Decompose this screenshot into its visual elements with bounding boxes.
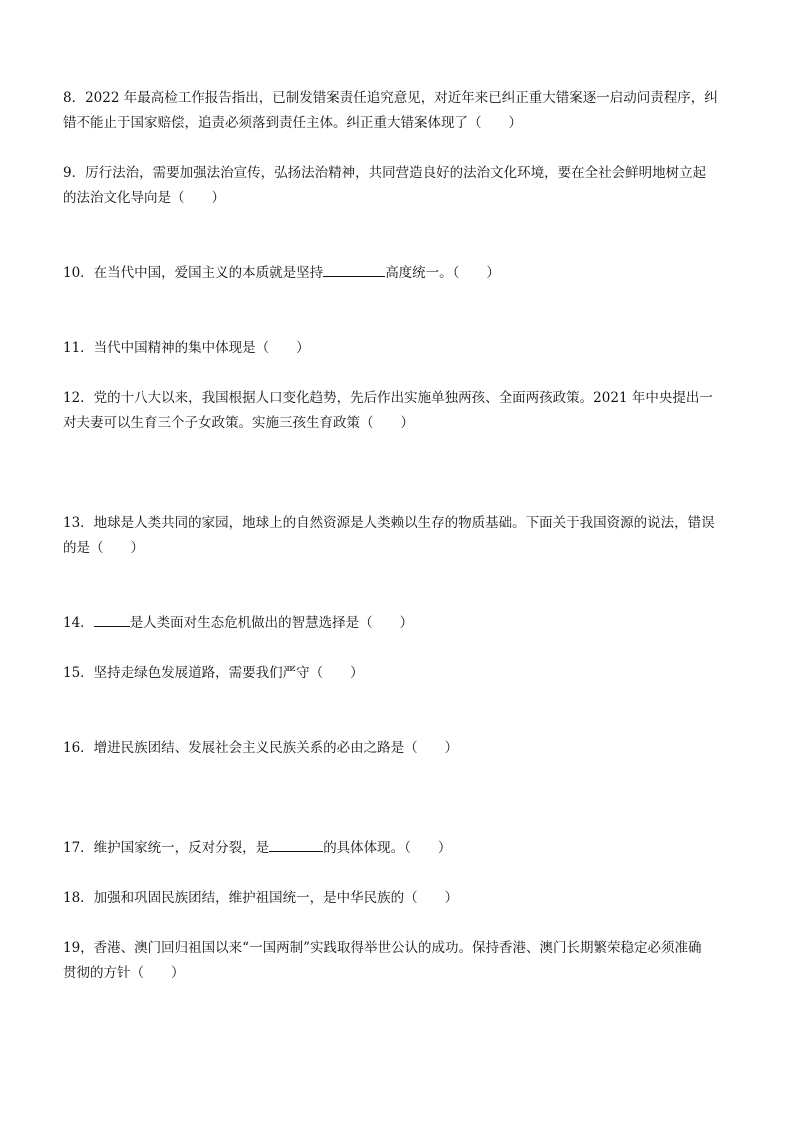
question-stem: 16．增进民族团结、发展社会主义民族关系的必由之路是（ ） bbox=[63, 740, 459, 756]
item-row bbox=[63, 786, 735, 811]
option-row bbox=[63, 561, 735, 586]
option-row bbox=[63, 136, 735, 161]
option-row bbox=[63, 211, 735, 236]
question-stem bbox=[63, 261, 735, 286]
item-row bbox=[63, 986, 735, 1011]
question-stem: 的是（ ） bbox=[63, 540, 144, 556]
question-stem: 对夫妻可以生育三个子女政策。实施三孩生育政策（ ） bbox=[63, 415, 414, 431]
stem-text: 的具体体现。（ ） bbox=[323, 840, 452, 856]
question-stem: 18．加强和巩固民族团结，维护祖国统一，是中华民族的（ ） bbox=[63, 890, 459, 906]
stem-text: 是人类面对生态危机做出的智慧选择是（ ） bbox=[129, 615, 414, 631]
option-row bbox=[63, 911, 735, 936]
option-row bbox=[63, 861, 735, 886]
question-stem: 13．地球是人类共同的家园，地球上的自然资源是人类赖以生存的物质基础。下面关于我国资源的说法，错误 bbox=[63, 515, 715, 531]
item-row bbox=[63, 686, 735, 711]
question-12 bbox=[63, 386, 735, 511]
item-row bbox=[63, 436, 735, 461]
stem-text: 高度统一。（ ） bbox=[385, 265, 500, 281]
item-row bbox=[63, 761, 735, 786]
fill-blank bbox=[269, 851, 323, 852]
question-16 bbox=[63, 736, 735, 836]
question-stem bbox=[63, 611, 735, 636]
question-stem: 8．2022 年最高检工作报告指出，已制发错案责任追究意见，对近年来已纠正重大错案逐一启动问责程序，纠 bbox=[63, 90, 718, 106]
option-row bbox=[63, 586, 735, 611]
question-10 bbox=[63, 261, 735, 336]
question-14 bbox=[63, 611, 735, 661]
question-stem: 19，香港、澳门回归祖国以来“一国两制”实践取得举世公认的成功。保持香港、澳门长期繁荣稳定必须准确 bbox=[63, 940, 702, 956]
question-stem: 的法治文化导向是（ ） bbox=[63, 190, 225, 206]
option-row bbox=[63, 361, 735, 386]
fill-blank bbox=[323, 276, 385, 277]
question-18 bbox=[63, 886, 735, 936]
question-stem: 11．当代中国精神的集中体现是（ ） bbox=[63, 340, 310, 356]
question-stem: 15．坚持走绿色发展道路，需要我们严守（ ） bbox=[63, 665, 364, 681]
question-15 bbox=[63, 661, 735, 736]
stem-text: 10．在当代中国，爱国主义的本质就是坚持 bbox=[63, 265, 324, 281]
question-8 bbox=[63, 86, 735, 161]
stem-text: 17．维护国家统一，反对分裂，是 bbox=[63, 840, 270, 856]
question-stem: 9．厉行法治，需要加强法治宣传，弘扬法治精神，共同营造良好的法治文化环境，要在全社会鲜明地树立起 bbox=[63, 165, 707, 181]
stem-text: 14． bbox=[63, 615, 94, 631]
question-page bbox=[63, 86, 735, 1036]
question-stem bbox=[63, 836, 735, 861]
option-row bbox=[63, 486, 735, 511]
question-stem: 错不能止于国家赔偿，追责必须落到责任主体。纠正重大错案体现了（ ） bbox=[63, 115, 522, 131]
question-17 bbox=[63, 836, 735, 886]
option-row bbox=[63, 636, 735, 661]
option-row bbox=[63, 711, 735, 736]
item-row bbox=[63, 286, 735, 311]
question-19 bbox=[63, 936, 735, 1036]
question-stem: 12．党的十八大以来，我国根据人口变化趋势，先后作出实施单独两孩、全面两孩政策。2021 年中央提出一 bbox=[63, 390, 713, 406]
question-11 bbox=[63, 336, 735, 386]
question-stem: 贯彻的方针（ ） bbox=[63, 965, 185, 981]
option-row bbox=[63, 1011, 735, 1036]
option-row bbox=[63, 236, 735, 261]
question-13 bbox=[63, 511, 735, 611]
option-row bbox=[63, 811, 735, 836]
fill-blank bbox=[94, 626, 130, 627]
item-row bbox=[63, 461, 735, 486]
option-row bbox=[63, 311, 735, 336]
question-9 bbox=[63, 161, 735, 261]
